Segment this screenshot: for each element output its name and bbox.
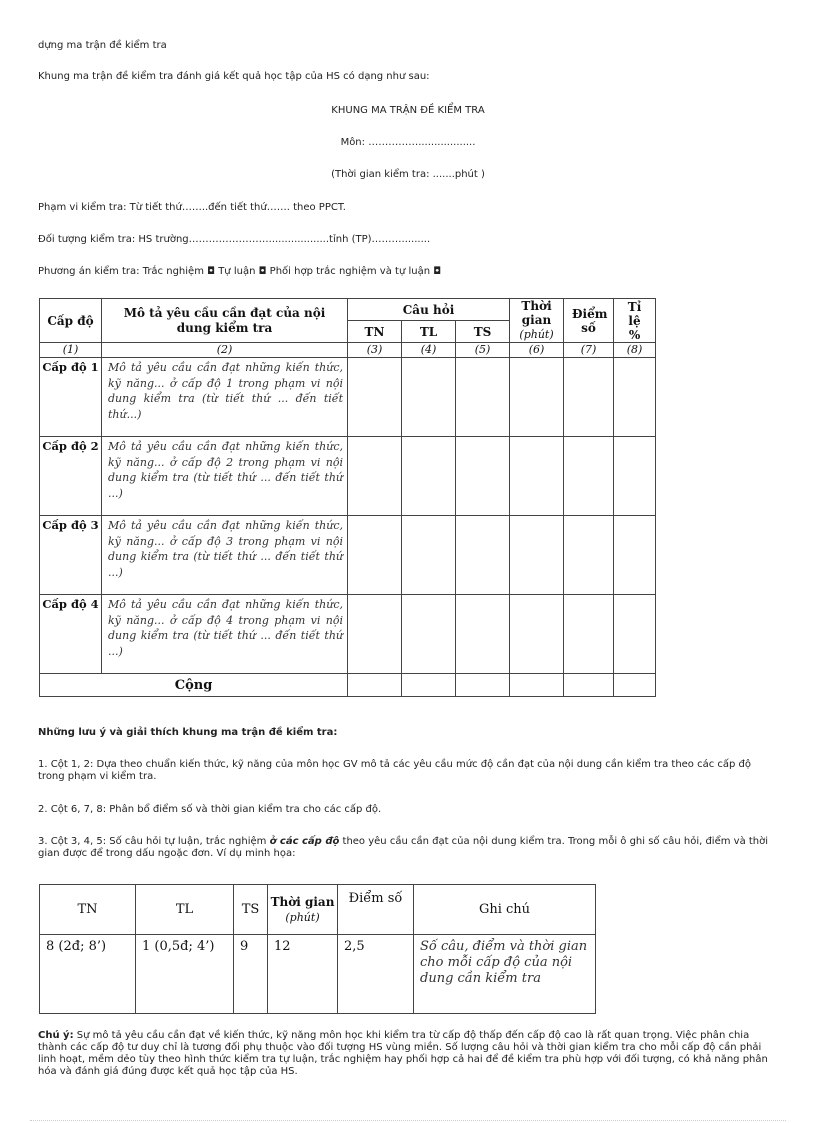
col-number: (7): [564, 343, 614, 358]
col-number: (8): [614, 343, 656, 358]
header-thoi-gian: [510, 299, 564, 343]
example-thoi-gian: 12: [268, 935, 338, 1014]
empty-cell: [510, 595, 564, 674]
empty-cell: [564, 437, 614, 516]
empty-cell: [510, 516, 564, 595]
example-header-thoi-gian-label: Thời gian: [270, 894, 335, 909]
table-row: [40, 595, 656, 674]
total-label: Cộng: [40, 674, 348, 697]
empty-cell: [348, 437, 402, 516]
empty-cell: [456, 358, 510, 437]
example-header-diem: Điểm số: [338, 885, 414, 935]
note-2: 2. Cột 6, 7, 8: Phân bổ điểm số và thời gian kiểm tra cho các cấp độ.: [38, 804, 382, 815]
note-3-start: 3. Cột 3, 4, 5: Số câu hỏi tự luận, trắc nghiệm: [38, 836, 270, 847]
level-description: Mô tả yêu cầu cần đạt những kiến thức, kỹ năng... ở cấp độ 2 trong phạm vi nội dung kiểm tra (từ tiết thứ ... đến tiết thứ ...): [102, 437, 348, 516]
empty-cell: [564, 674, 614, 697]
col-number: (6): [510, 343, 564, 358]
total-row: [40, 674, 656, 697]
note-3-end: theo yêu cầu cần đạt của nội dung kiểm tra. Trong mỗi ô ghi số câu hỏi, điểm và thời gian được để trong dấu ngoặc đơn. Ví dụ minh họa:: [38, 836, 769, 859]
example-header-tl: TL: [136, 885, 234, 935]
example-ts: 9: [234, 935, 268, 1014]
header-thoi-gian-unit: (phút): [519, 328, 554, 341]
header-cap-do: Cấp độ: [40, 299, 102, 343]
example-header-ghi-chu: Ghi chú: [414, 885, 596, 935]
empty-cell: [456, 595, 510, 674]
footer-note: [38, 1030, 778, 1078]
example-header-thoi-gian-unit: (phút): [285, 910, 320, 924]
empty-cell: [614, 595, 656, 674]
empty-cell: [402, 516, 456, 595]
empty-cell: [402, 595, 456, 674]
matrix-title: KHUNG MA TRẬN ĐỀ KIỂM TRA: [331, 105, 485, 116]
level-label: Cấp độ 1: [40, 358, 102, 437]
header-tl: TL: [402, 321, 456, 343]
empty-cell: [348, 358, 402, 437]
example-tn: 8 (2đ; 8’): [40, 935, 136, 1014]
level-label: Cấp độ 4: [40, 595, 102, 674]
header-tn: TN: [348, 321, 402, 343]
level-label: Cấp độ 2: [40, 437, 102, 516]
footer-text: Sự mô tả yêu cầu cần đạt về kiến thức, kỹ năng môn học khi kiểm tra từ cấp độ thấp đến cấp độ cao là rất quan trọng. Việc phân chia thành các cấp độ tư duy chỉ là tương đối phụ thuộc vào đối tượng HS vùng miền. Số lượng câu hỏi và thời gian kiểm tra cho mỗi cấp độ cần phải linh hoạt, mềm dẻo tùy theo hình thức kiểm tra tự luận, trắc nghiệm hay phối hợp cả hai để đề kiểm tra phù hợp với đối tượng, có khả năng phân hóa và đánh giá đúng được kết quả học tập của HS.: [38, 1030, 768, 1077]
empty-cell: [348, 516, 402, 595]
example-row: [40, 935, 596, 1014]
example-diem: 2,5: [338, 935, 414, 1014]
level-description: Mô tả yêu cầu cần đạt những kiến thức, kỹ năng... ở cấp độ 4 trong phạm vi nội dung kiểm tra (từ tiết thứ ... đến tiết thứ ...): [102, 595, 348, 674]
matrix-table: [39, 298, 656, 697]
col-number: (3): [348, 343, 402, 358]
note-3: [38, 836, 778, 860]
header-mo-ta: Mô tả yêu cầu cần đạt của nội dung kiểm tra: [102, 299, 348, 343]
table-row: [40, 358, 656, 437]
empty-cell: [614, 516, 656, 595]
header-ts: TS: [456, 321, 510, 343]
example-header-thoi-gian: [268, 885, 338, 935]
empty-cell: [614, 674, 656, 697]
example-tl: 1 (0,5đ; 4’): [136, 935, 234, 1014]
column-number-row: [40, 343, 656, 358]
empty-cell: [348, 595, 402, 674]
notes-heading: Những lưu ý và giải thích khung ma trận đề kiểm tra:: [38, 727, 338, 738]
example-header-tn: TN: [40, 885, 136, 935]
table-row: [40, 516, 656, 595]
empty-cell: [564, 595, 614, 674]
empty-cell: [564, 516, 614, 595]
col-number: (2): [102, 343, 348, 358]
empty-cell: [456, 437, 510, 516]
subject-line: Môn: ……………..................: [340, 137, 476, 148]
empty-cell: [402, 437, 456, 516]
table-row: [40, 437, 656, 516]
col-number: (4): [402, 343, 456, 358]
header-thoi-gian-label: Thời gian: [521, 299, 552, 327]
target-field: Đối tượng kiểm tra: HS trường……………………...................tỉnh (TP)……….........: [38, 234, 431, 245]
empty-cell: [510, 437, 564, 516]
col-number: (1): [40, 343, 102, 358]
note-3-emphasis: ở các cấp độ: [269, 836, 340, 847]
note-1: 1. Cột 1, 2: Dựa theo chuẩn kiến thức, kỹ năng của môn học GV mô tả các yêu cầu mức độ cần đạt của nội dung cần kiểm tra theo các cấp độ trong phạm vi kiểm tra.: [38, 759, 752, 782]
intro-line-1: dựng ma trận đề kiểm tra: [38, 40, 167, 51]
example-ghi-chu: Số câu, điểm và thời gian cho mỗi cấp độ của nội dung cần kiểm tra: [414, 935, 596, 1014]
header-diem: Điểm số: [564, 299, 614, 343]
empty-cell: [510, 358, 564, 437]
method-field: Phương án kiểm tra: Trắc nghiệm ◘ Tự luận ◘ Phối hợp trắc nghiệm và tự luận ◘: [38, 266, 442, 277]
scope-field: Phạm vi kiểm tra: Từ tiết thứ……..đến tiết thứ……. theo PPCT.: [38, 202, 346, 213]
empty-cell: [510, 674, 564, 697]
empty-cell: [456, 674, 510, 697]
col-number: (5): [456, 343, 510, 358]
empty-cell: [614, 437, 656, 516]
empty-cell: [614, 358, 656, 437]
empty-cell: [564, 358, 614, 437]
time-line: (Thời gian kiểm tra: .......phút ): [331, 169, 485, 180]
page-divider: [30, 1120, 786, 1121]
empty-cell: [402, 674, 456, 697]
empty-cell: [402, 358, 456, 437]
footer-label: Chú ý:: [38, 1030, 74, 1041]
example-header-ts: TS: [234, 885, 268, 935]
header-cau-hoi: Câu hỏi: [348, 299, 510, 321]
level-description: Mô tả yêu cầu cần đạt những kiến thức, kỹ năng... ở cấp độ 3 trong phạm vi nội dung kiểm tra (từ tiết thứ ... đến tiết thứ ...): [102, 516, 348, 595]
level-description: Mô tả yêu cầu cần đạt những kiến thức, kỹ năng... ở cấp độ 1 trong phạm vi nội dung kiểm tra (từ tiết thứ ... đến tiết thứ...): [102, 358, 348, 437]
level-label: Cấp độ 3: [40, 516, 102, 595]
intro-line-2: Khung ma trận đề kiểm tra đánh giá kết quả học tập của HS có dạng như sau:: [38, 71, 430, 82]
example-table: [39, 884, 596, 1014]
header-ti-le: Tỉ lệ %: [614, 299, 656, 343]
empty-cell: [348, 674, 402, 697]
empty-cell: [456, 516, 510, 595]
